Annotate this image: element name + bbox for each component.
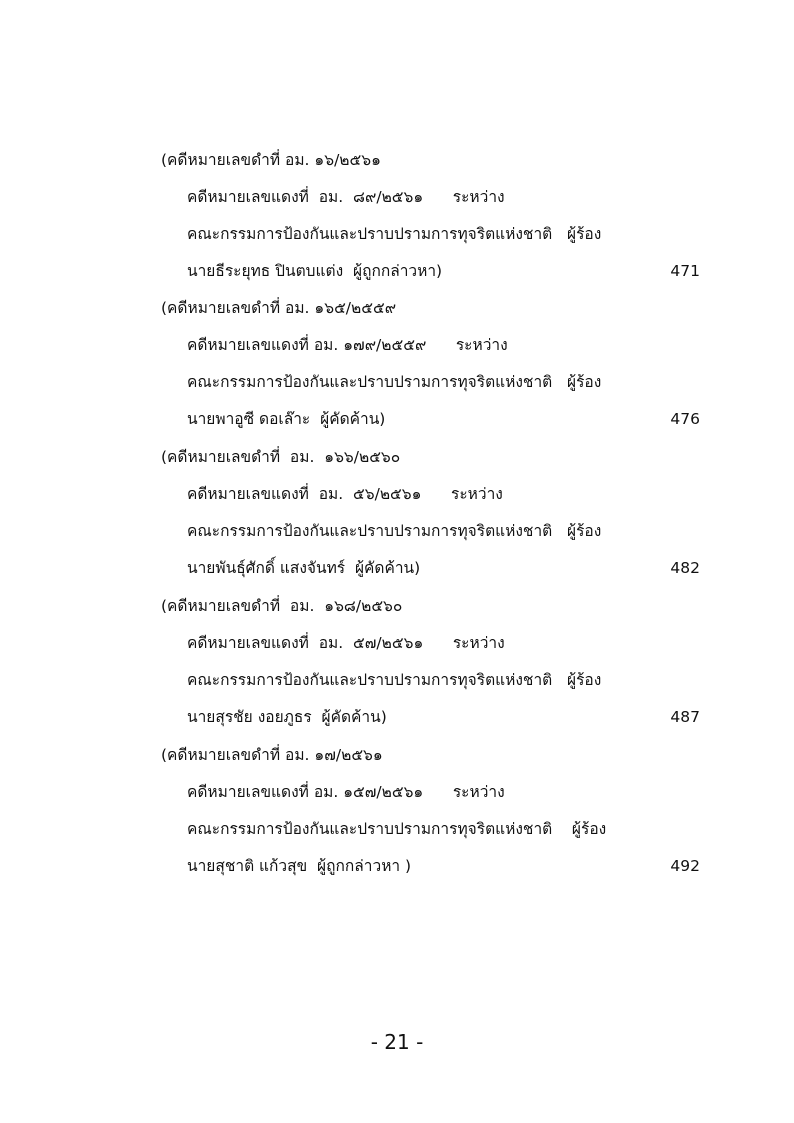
plaintiff-line: คณะกรรมการป้องกันและปราบปรามการทุจริตแห่งชาติ ผู้ร้อง: [187, 820, 607, 838]
black-case-number: (คดีหมายเลขดำที่ อม. ๑๖/๒๕๖๑: [161, 151, 381, 169]
page-number: 482: [670, 559, 700, 577]
plaintiff-line: คณะกรรมการป้องกันและปราบปรามการทุจริตแห่งชาติ ผู้ร้อง: [187, 373, 602, 391]
defendant-line: นายธีระยุทธ ปินตบแต่ง ผู้ถูกกล่าวหา): [187, 262, 443, 280]
page-number: 487: [670, 708, 700, 726]
red-case-number: คดีหมายเลขแดงที่ อม. ๕๖/๒๕๖๑ ระหว่าง: [187, 485, 503, 503]
red-case-number: คดีหมายเลขแดงที่ อม. ๑๗๙/๒๕๕๙ ระหว่าง: [187, 336, 508, 354]
red-case-number: คดีหมายเลขแดงที่ อม. ๑๕๗/๒๕๖๑ ระหว่าง: [187, 783, 505, 801]
black-case-number: (คดีหมายเลขดำที่ อม. ๑๖๕/๒๕๕๙: [161, 299, 397, 317]
black-case-number: (คดีหมายเลขดำที่ อม. ๑๖๘/๒๕๖๐: [161, 597, 403, 615]
page-number: 476: [670, 410, 700, 428]
red-case-number: คดีหมายเลขแดงที่ อม. ๕๗/๒๕๖๑ ระหว่าง: [187, 634, 505, 652]
black-case-number: (คดีหมายเลขดำที่ อม. ๑๖๖/๒๕๖๐: [161, 448, 401, 466]
plaintiff-line: คณะกรรมการป้องกันและปราบปรามการทุจริตแห่งชาติ ผู้ร้อง: [187, 225, 602, 243]
defendant-line: นายพาอูซี ดอเล๊าะ ผู้คัดค้าน): [187, 410, 386, 428]
page-number: 492: [670, 857, 700, 875]
black-case-number: (คดีหมายเลขดำที่ อม. ๑๗/๒๕๖๑: [161, 746, 383, 764]
plaintiff-line: คณะกรรมการป้องกันและปราบปรามการทุจริตแห่งชาติ ผู้ร้อง: [187, 522, 602, 540]
page-footer-number: - 21 -: [370, 1030, 424, 1054]
defendant-line: นายพันธุ์ศักดิ์ แสงจันทร์ ผู้คัดค้าน): [187, 559, 421, 577]
defendant-line: นายสุรชัย งอยภูธร ผู้คัดค้าน): [187, 708, 387, 726]
page-number: 471: [670, 262, 700, 280]
defendant-line: นายสุชาติ แก้วสุข ผู้ถูกกล่าวหา ): [187, 857, 412, 875]
plaintiff-line: คณะกรรมการป้องกันและปราบปรามการทุจริตแห่งชาติ ผู้ร้อง: [187, 671, 602, 689]
red-case-number: คดีหมายเลขแดงที่ อม. ๘๙/๒๕๖๑ ระหว่าง: [187, 188, 505, 206]
